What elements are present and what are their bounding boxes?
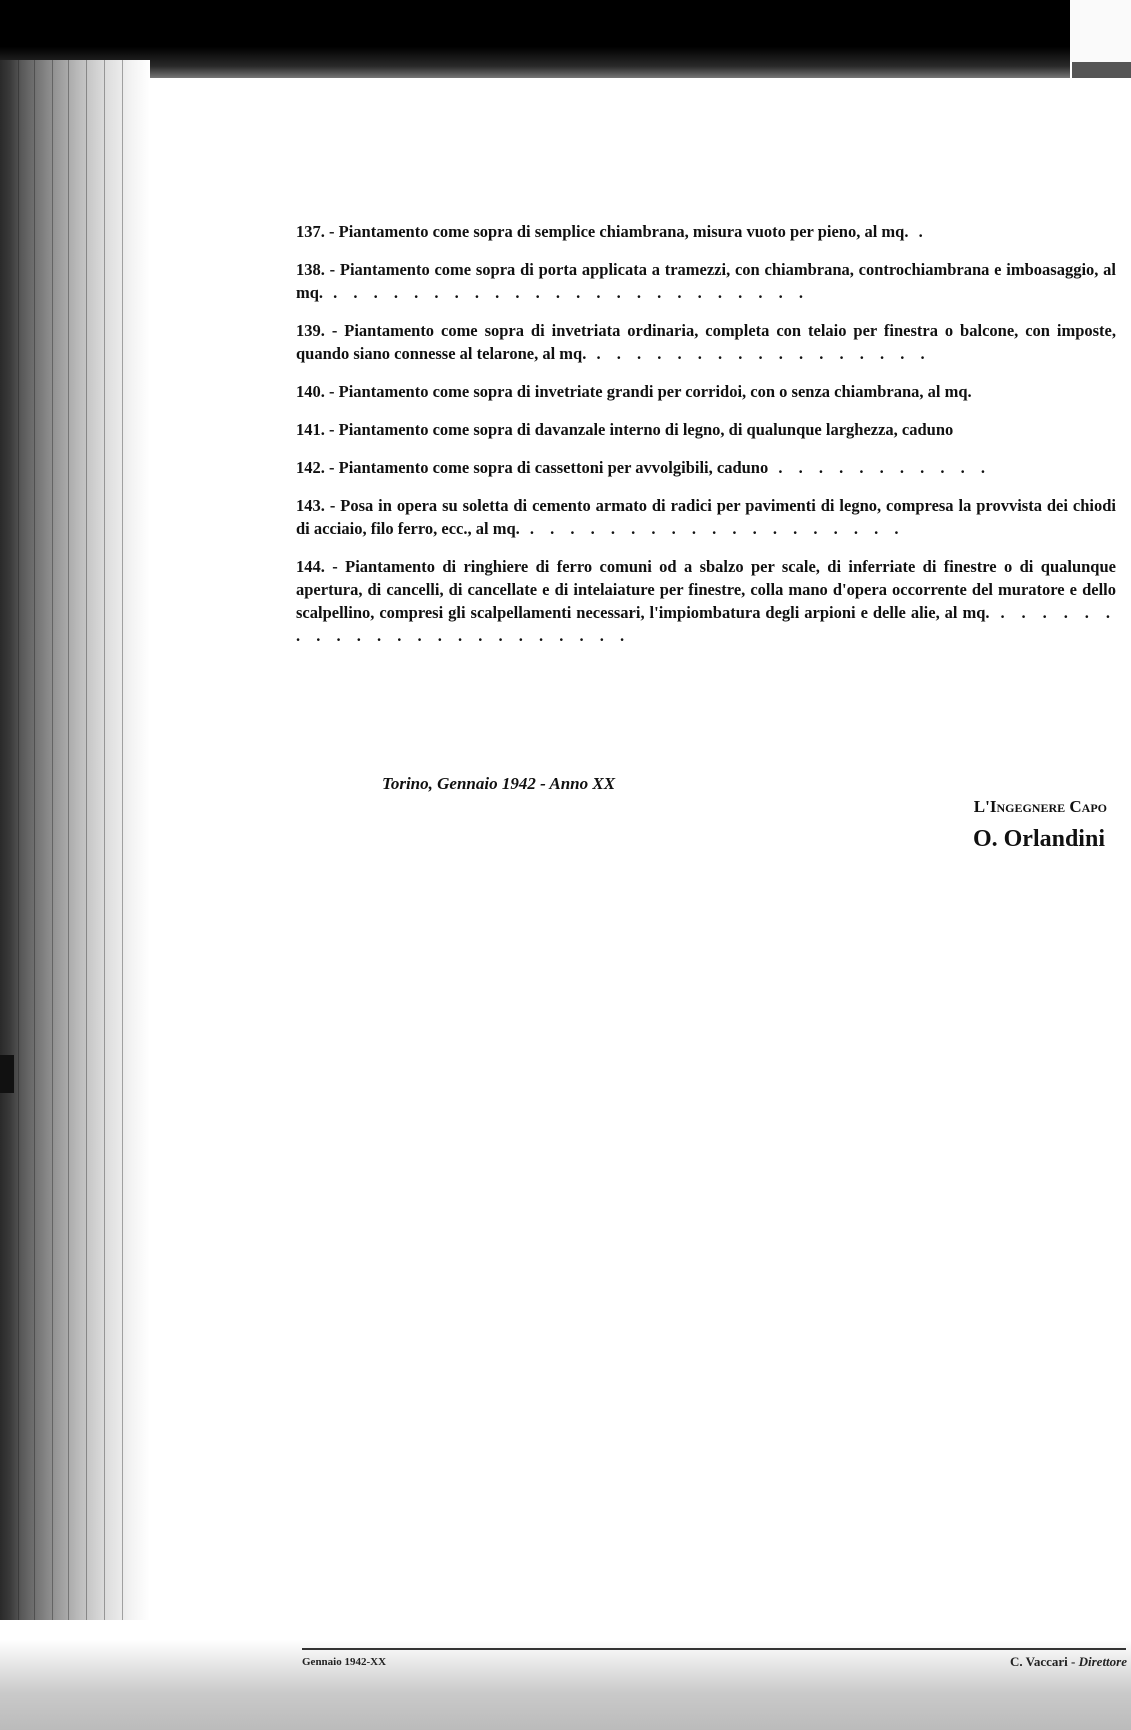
signature-title: L'Ingegnere Capo	[973, 797, 1107, 816]
item-number: 138.	[296, 260, 325, 279]
list-item	[296, 418, 1116, 441]
item-number: 140.	[296, 382, 325, 401]
dot-leader: . . . . . . . . . . . . . . . . . . . . . . . .	[323, 283, 810, 302]
item-number: 144.	[296, 557, 325, 576]
item-text: - Piantamento di ringhiere di ferro comuni od a sbalzo per scale, di inferriate di finestre o di qualunque apertura, di cancelli, di cancellate e di intelaiature per finestre, colla mano d'opera occorrente del muratore e dello scalpellino, compresi gli scalpellamenti necessari, l'impiombatura degli arpioni e delle alie, al mq.	[296, 557, 1116, 622]
item-number: 137.	[296, 222, 325, 241]
list-item	[296, 456, 1116, 479]
dot-leader: . . . . . . . . . . .	[768, 458, 991, 477]
dot-leader: . . . . . . . . . . . . . . . . . . . . . . .	[296, 603, 1117, 645]
footer-editor-name: C. Vaccari	[1009, 1654, 1068, 1669]
list-item	[296, 380, 1116, 403]
book-binding-edge	[0, 60, 150, 1620]
dot-leader: . . . . . . . . . . . . . . . . . . .	[519, 519, 905, 538]
item-text: - Piantamento come sopra di cassettoni per avvolgibili, caduno	[329, 458, 769, 477]
item-number: 139.	[296, 321, 325, 340]
footer-editor-role: Direttore	[1078, 1654, 1127, 1669]
item-text: - Posa in opera su soletta di cemento armato di radici per pavimenti di legno, compresa la provvista dei chiodi di acciaio, filo ferro, ecc., al mq.	[296, 496, 1116, 538]
dot-leader: .	[908, 222, 929, 241]
binding-notch	[0, 1055, 14, 1093]
signature-name: O. Orlandini	[972, 826, 1105, 852]
list-item	[296, 319, 1116, 365]
item-number: 141.	[296, 420, 325, 439]
item-text: - Piantamento come sopra di porta applicata a tramezzi, con chiambrana, controchiambrana e imboasaggio, al mq.	[296, 260, 1116, 302]
item-text: - Piantamento come sopra di semplice chiambrana, misura vuoto per pieno, al mq.	[329, 222, 909, 241]
item-text: - Piantamento come sopra di davanzale interno di legno, di qualunque larghezza, caduno	[329, 420, 954, 439]
item-number: 142.	[296, 458, 325, 477]
footer-rule	[302, 1648, 1126, 1650]
footer-date: Gennaio 1942-XX	[302, 1656, 387, 1668]
scan-bottom-shadow	[0, 1640, 1131, 1730]
footer-editor: C. Vaccari - Direttore	[1009, 1654, 1127, 1669]
scan-gray-strip	[1072, 62, 1131, 78]
item-text: - Piantamento come sopra di invetriata ordinaria, completa con telaio per finestra o balcone, con imposte, quando siano connesse al telarone, al mq.	[296, 321, 1116, 363]
list-item	[296, 220, 1116, 243]
scan-dark-border-top	[0, 0, 1070, 78]
list-item	[296, 555, 1116, 647]
list-item	[296, 258, 1116, 304]
scan-light-corner	[1070, 0, 1131, 62]
dot-leader: . . . . . . . . . . . . . . . . .	[586, 344, 931, 363]
price-list-items	[296, 220, 1116, 662]
date-line: Torino, Gennaio 1942 - Anno XX	[382, 774, 616, 793]
item-number: 143.	[296, 496, 325, 515]
item-text: - Piantamento come sopra di invetriate grandi per corridoi, con o senza chiambrana, al mq.	[329, 382, 972, 401]
list-item	[296, 494, 1116, 540]
